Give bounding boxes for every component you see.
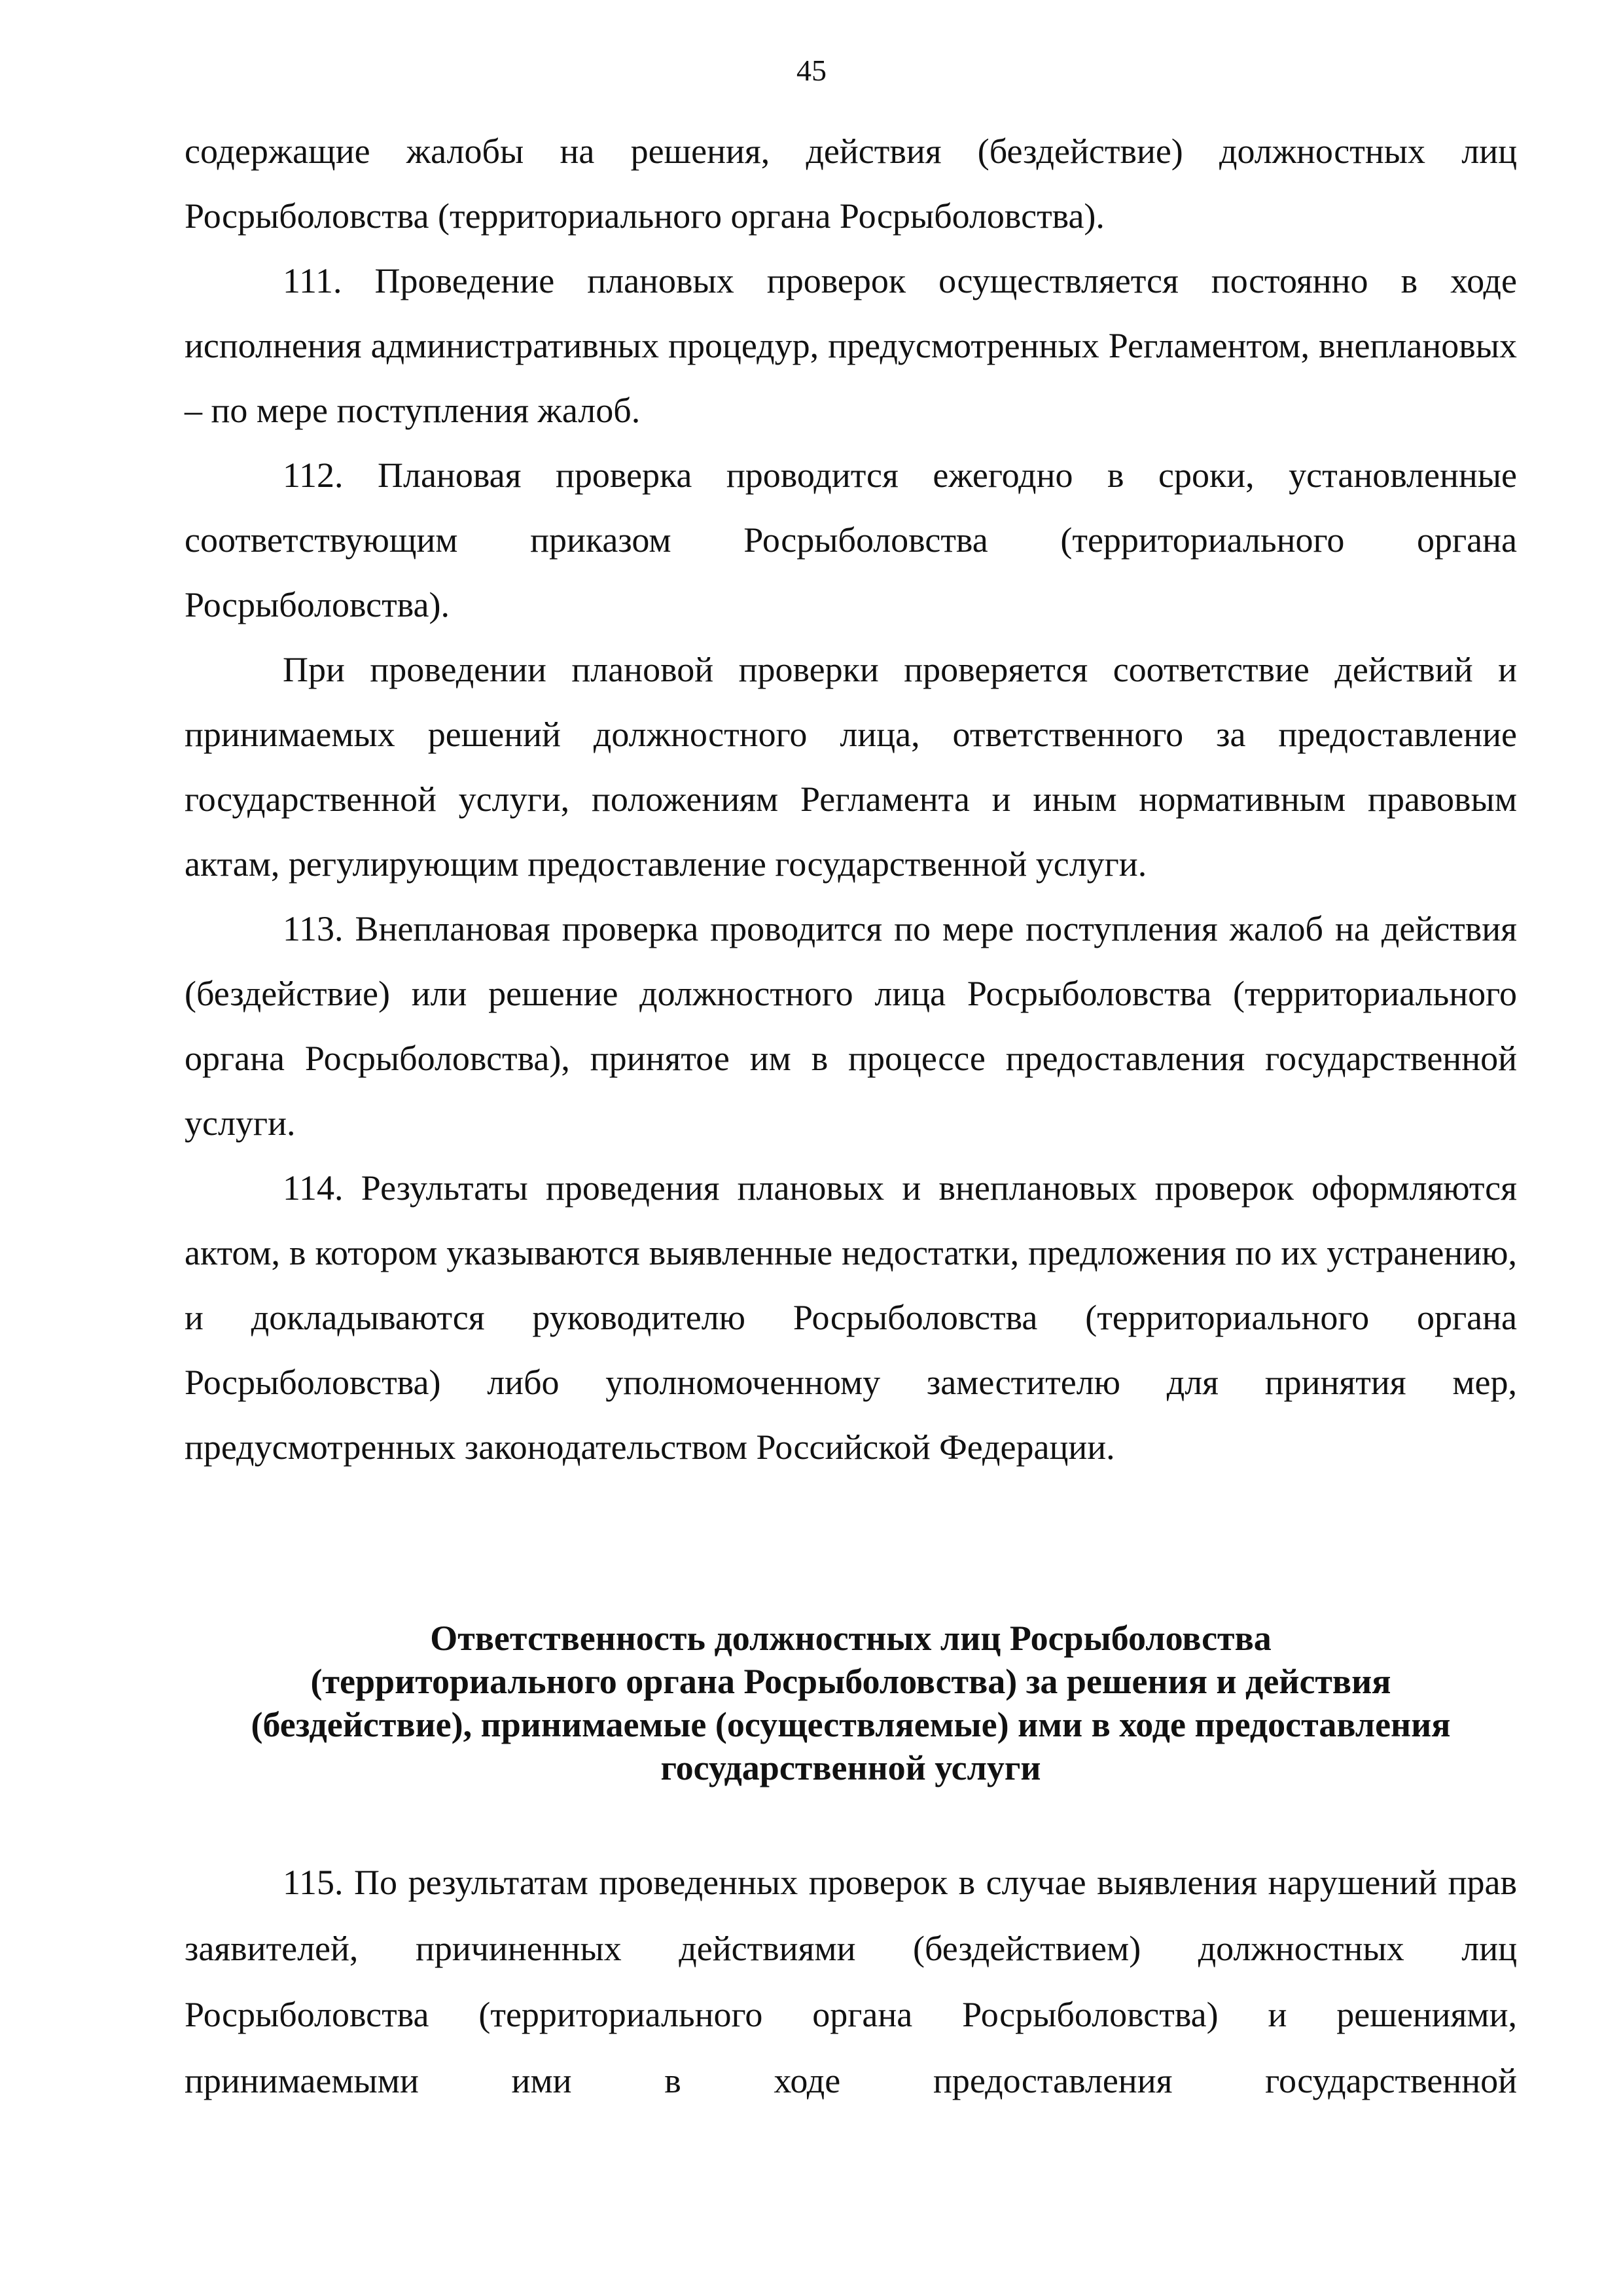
paragraph-continuation: содержащие жалобы на решения, действия (бездействие) должностных лиц Росрыболовства (территориального органа Росрыболовства).	[185, 132, 1517, 236]
paragraph-112-continued: При проведении плановой проверки проверяется соответствие действий и принимаемых решений должностного лица, ответственного за предоставление государственной услуги, положениям Регламента и иным нормативным правовым актам, регулирующим предоставление государственной услуги.	[185, 650, 1517, 884]
section-heading-line: (территориального органа Росрыболовства) за решения и действия	[310, 1662, 1391, 1701]
paragraph-112: 112. Плановая проверка проводится ежегодно в сроки, установленные соответствующим приказом Росрыболовства (территориального органа Росрыболовства).	[185, 456, 1517, 624]
section-heading-line: Ответственность должностных лиц Росрыболовства	[430, 1619, 1272, 1658]
paragraph-111: 111. Проведение плановых проверок осуществляется постоянно в ходе исполнения административных процедур, предусмотренных Регламентом, внеплановых – по мере поступления жалоб.	[185, 261, 1517, 430]
paragraph-115: 115. По результатам проведенных проверок в случае выявления нарушений прав заявителей, причиненных действиями (бездействием) должностных лиц Росрыболовства (территориального органа Росрыболовства) и решениями, принимаемыми ими в ходе предоставления государственной	[185, 1863, 1517, 2100]
section-heading-line: (бездействие), принимаемые (осуществляемые) ими в ходе предоставления	[251, 1705, 1451, 1744]
document-body	[185, 119, 1517, 1480]
section-heading-line: государственной услуги	[660, 1748, 1041, 1787]
page-number: 45	[796, 54, 827, 87]
paragraph-114: 114. Результаты проведения плановых и внеплановых проверок оформляются актом, в котором указываются выявленные недостатки, предложения по их устранению, и докладываются руководителю Росрыболовства (территориального органа Росрыболовства) либо уполномоченному заместителю для принятия мер, предусмотренных законодательством Российской Федерации.	[185, 1168, 1517, 1467]
section-heading	[185, 1617, 1517, 1789]
paragraph-113: 113. Внеплановая проверка проводится по мере поступления жалоб на действия (бездействие) или решение должностного лица Росрыболовства (территориального органа Росрыболовства), принятое им в процессе предоставления государственной услуги.	[185, 909, 1517, 1143]
document-body-continued	[185, 1850, 1517, 2114]
